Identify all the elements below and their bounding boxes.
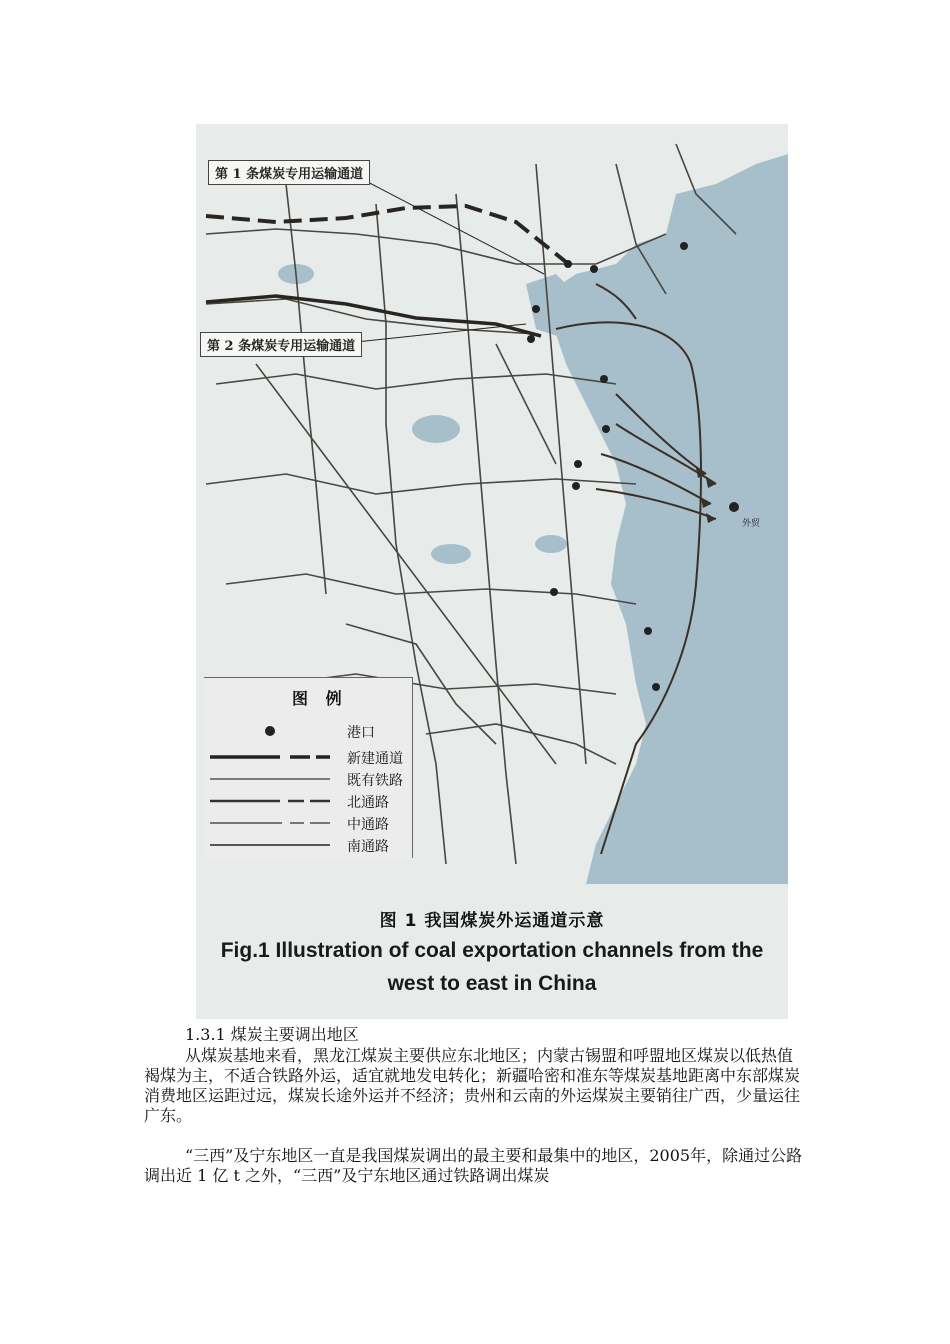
port-dot-icon bbox=[550, 588, 558, 596]
figure-caption-en: Fig.1 Illustration of coal exportation channels from the west to east in China bbox=[220, 939, 764, 995]
paragraph-1 bbox=[144, 1046, 804, 1126]
port-dot-icon bbox=[652, 683, 660, 691]
existing-railway-line-icon bbox=[210, 768, 340, 790]
callout-1-leader bbox=[360, 178, 544, 274]
port-dot-icon bbox=[644, 627, 652, 635]
port-dot-icon bbox=[574, 460, 582, 468]
coal-channel-map-figure bbox=[196, 124, 788, 1019]
lake bbox=[412, 415, 460, 443]
paragraph-1-text: 从煤炭基地来看，黑龙江煤炭主要供应东北地区；内蒙古锡盟和呼盟地区煤炭以低热值褐煤为主，不适合铁路外运，适宜就地发电转化；新疆哈密和准东等煤炭基地距离中东部煤炭消费地区运距过远，煤炭长途外运并不经济；贵州和云南的外运煤炭主要销往广西，少量运往广东。 bbox=[144, 1046, 801, 1125]
legend-item-port bbox=[204, 720, 412, 742]
port-dot-icon bbox=[602, 425, 610, 433]
channel-2-callout: 第 2 条煤炭专用运输通道 bbox=[200, 332, 362, 357]
port-dot-icon bbox=[729, 502, 739, 512]
legend-item-middle-route bbox=[204, 812, 412, 834]
port-dot-icon bbox=[572, 482, 580, 490]
legend-label: 既有铁路 bbox=[347, 773, 403, 789]
port-dot-icon bbox=[527, 335, 535, 343]
foreign-trade-label: 外贸 bbox=[742, 519, 761, 529]
section-heading: 1.3.1 煤炭主要调出地区 bbox=[185, 1025, 359, 1044]
north-route-line-icon bbox=[210, 790, 340, 812]
middle-route-line-icon bbox=[210, 812, 340, 834]
channel-1-callout: 第 1 条煤炭专用运输通道 bbox=[208, 160, 370, 185]
legend-label: 北通路 bbox=[347, 795, 389, 811]
legend-label: 新建通道 bbox=[347, 751, 403, 767]
legend-item-north-route bbox=[204, 790, 412, 812]
legend-title: 图 例 bbox=[292, 689, 348, 708]
new-channel-line-icon bbox=[210, 746, 340, 768]
legend-label: 港口 bbox=[347, 725, 375, 741]
lake bbox=[431, 544, 471, 564]
lake bbox=[535, 535, 567, 553]
port-dot-icon bbox=[680, 242, 688, 250]
legend-item-new-channel bbox=[204, 746, 412, 768]
legend-item-existing-railway bbox=[204, 768, 412, 790]
port-dot-icon bbox=[590, 265, 598, 273]
south-route-line-icon bbox=[210, 834, 340, 856]
new-channel-route bbox=[206, 206, 566, 262]
port-dot-icon bbox=[564, 260, 572, 268]
legend-label: 南通路 bbox=[347, 839, 389, 855]
port-dot-icon bbox=[532, 305, 540, 313]
paragraph-2-text: “三西”及宁东地区一直是我国煤炭调出的最主要和最集中的地区，2005年，除通过公路调出近 1 亿 t 之外，“三西”及宁东地区通过铁路调出煤炭 bbox=[144, 1146, 803, 1185]
legend-item-south-route bbox=[204, 834, 412, 856]
paragraph-2 bbox=[144, 1146, 804, 1186]
port-dot-icon bbox=[600, 375, 608, 383]
map-legend bbox=[204, 677, 413, 858]
figure-caption-cn: 图 1 我国煤炭外运通道示意 bbox=[379, 911, 605, 931]
port-dot-icon bbox=[210, 720, 340, 742]
legend-label: 中通路 bbox=[347, 817, 389, 833]
channel-2-route bbox=[206, 296, 541, 336]
